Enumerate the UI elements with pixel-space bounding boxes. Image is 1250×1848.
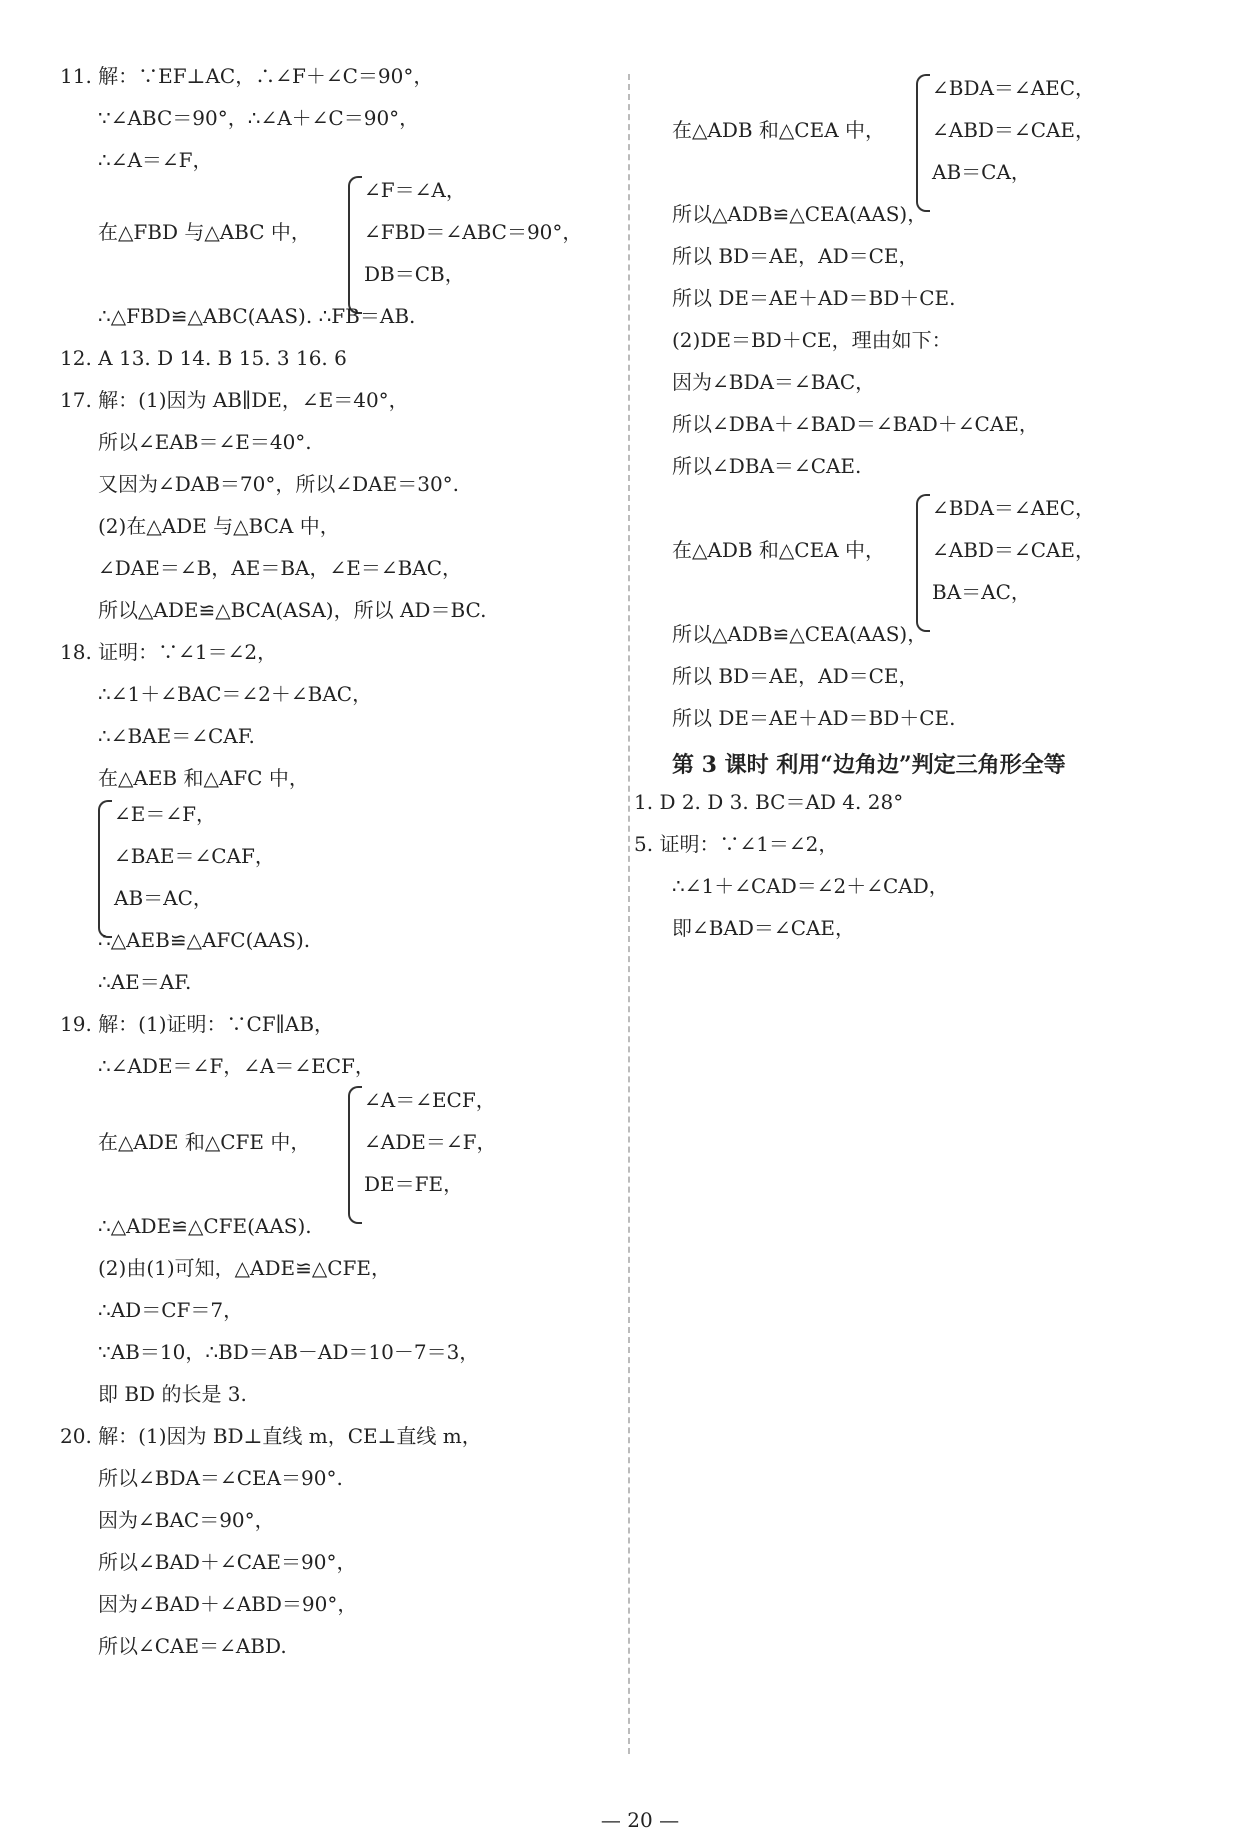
text-line: 17. 解：(1)因为 AB∥DE，∠E＝40°， xyxy=(60,388,409,412)
text-line: 所以△ADE≌△BCA(ASA)，所以 AD＝BC. xyxy=(98,598,487,622)
text-line: (2)由(1)可知，△ADE≌△CFE， xyxy=(98,1256,392,1280)
text-line: ∠ADE＝∠F， xyxy=(364,1130,497,1154)
text-line: ∠FBD＝∠ABC＝90°， xyxy=(364,220,583,244)
text-line: 11. 解：∵EF⊥AC，∴∠F＋∠C＝90°， xyxy=(60,64,434,88)
text-line: 所以 BD＝AE，AD＝CE， xyxy=(672,244,919,268)
text-line: 所以 DE＝AE＋AD＝BD＋CE. xyxy=(672,706,956,730)
text-line: 12. A 13. D 14. B 15. 3 16. 6 xyxy=(60,346,347,370)
text-line: AB＝CA， xyxy=(932,160,1031,184)
text-line: 在△ADE 和△CFE 中， xyxy=(98,1130,311,1154)
text-line: 所以∠BDA＝∠CEA＝90°. xyxy=(98,1466,343,1490)
text-line: ∴∠A＝∠F， xyxy=(98,148,213,172)
text-line: 所以△ADB≌△CEA(AAS)， xyxy=(672,202,928,226)
system-brace xyxy=(916,74,930,212)
text-line: ∠ABD＝∠CAE， xyxy=(932,118,1096,142)
text-line: ∴△AEB≌△AFC(AAS). xyxy=(98,928,311,952)
text-line: 所以∠BAD＋∠CAE＝90°， xyxy=(98,1550,357,1574)
text-line: ∴∠1＋∠CAD＝∠2＋∠CAD， xyxy=(672,874,949,898)
text-line: ∴△FBD≌△ABC(AAS). ∴FB＝AB. xyxy=(98,304,416,328)
text-line: 所以∠DBA＝∠CAE. xyxy=(672,454,862,478)
text-line: DE＝FE， xyxy=(364,1172,464,1196)
text-line: 所以∠CAE＝∠ABD. xyxy=(98,1634,287,1658)
text-line: ∠BDA＝∠AEC， xyxy=(932,76,1096,100)
text-line: 所以 BD＝AE，AD＝CE， xyxy=(672,664,919,688)
text-line: ∠F＝∠A， xyxy=(364,178,466,202)
text-line: 因为∠BDA＝∠BAC， xyxy=(672,370,876,394)
text-line: 在△AEB 和△AFC 中， xyxy=(98,766,309,790)
system-brace xyxy=(348,1086,362,1224)
text-line: AB＝AC， xyxy=(114,886,213,910)
text-line: 所以△ADB≌△CEA(AAS)， xyxy=(672,622,928,646)
text-line: ∠BDA＝∠AEC， xyxy=(932,496,1096,520)
text-line: DB＝CB， xyxy=(364,262,465,286)
text-line: (2)DE＝BD＋CE，理由如下： xyxy=(672,328,952,352)
text-line: 5. 证明：∵∠1＝∠2， xyxy=(634,832,839,856)
text-line: ∠BAE＝∠CAF， xyxy=(114,844,275,868)
section-title: 第 3 课时 利用“边角边”判定三角形全等 xyxy=(672,752,1066,778)
text-line: 所以∠EAB＝∠E＝40°. xyxy=(98,430,312,454)
text-line: ∵∠ABC＝90°，∴∠A＋∠C＝90°， xyxy=(98,106,420,130)
text-line: ∴∠ADE＝∠F，∠A＝∠ECF， xyxy=(98,1054,375,1078)
text-line: ∠DAE＝∠B，AE＝BA，∠E＝∠BAC， xyxy=(98,556,463,580)
system-brace xyxy=(98,800,112,938)
text-line: 即 BD 的长是 3. xyxy=(98,1382,247,1406)
text-line: 因为∠BAC＝90°， xyxy=(98,1508,275,1532)
text-line: ∠A＝∠ECF， xyxy=(364,1088,496,1112)
text-line: 所以 DE＝AE＋AD＝BD＋CE. xyxy=(672,286,956,310)
text-line: 1. D 2. D 3. BC＝AD 4. 28° xyxy=(634,790,904,814)
text-line: ∴AD＝CF＝7， xyxy=(98,1298,244,1322)
text-line: 在△FBD 与△ABC 中， xyxy=(98,220,311,244)
text-line: ∴∠1＋∠BAC＝∠2＋∠BAC， xyxy=(98,682,373,706)
text-line: 所以∠DBA＋∠BAD＝∠BAD＋∠CAE， xyxy=(672,412,1039,436)
text-line: ∴△ADE≌△CFE(AAS). xyxy=(98,1214,312,1238)
system-brace xyxy=(348,176,362,314)
text-line: 20. 解：(1)因为 BD⊥直线 m，CE⊥直线 m， xyxy=(60,1424,482,1448)
text-line: ∴AE＝AF. xyxy=(98,970,192,994)
text-line: 18. 证明：∵∠1＝∠2， xyxy=(60,640,278,664)
column-divider xyxy=(628,74,630,1754)
text-line: 在△ADB 和△CEA 中， xyxy=(672,118,885,142)
text-line: 即∠BAD＝∠CAE， xyxy=(672,916,856,940)
text-line: 在△ADB 和△CEA 中， xyxy=(672,538,885,562)
text-line: ∴∠BAE＝∠CAF. xyxy=(98,724,255,748)
text-line: 又因为∠DAB＝70°，所以∠DAE＝30°. xyxy=(98,472,460,496)
system-brace xyxy=(916,494,930,632)
text-line: ∠ABD＝∠CAE， xyxy=(932,538,1096,562)
text-line: BA＝AC， xyxy=(932,580,1031,604)
text-line: 因为∠BAD＋∠ABD＝90°， xyxy=(98,1592,358,1616)
text-line: ∵AB＝10，∴BD＝AB－AD＝10－7＝3， xyxy=(98,1340,480,1364)
page-number: — 20 — xyxy=(600,1808,680,1832)
text-line: ∠E＝∠F， xyxy=(114,802,216,826)
text-line: 19. 解：(1)证明：∵CF∥AB， xyxy=(60,1012,335,1036)
text-line: (2)在△ADE 与△BCA 中， xyxy=(98,514,340,538)
